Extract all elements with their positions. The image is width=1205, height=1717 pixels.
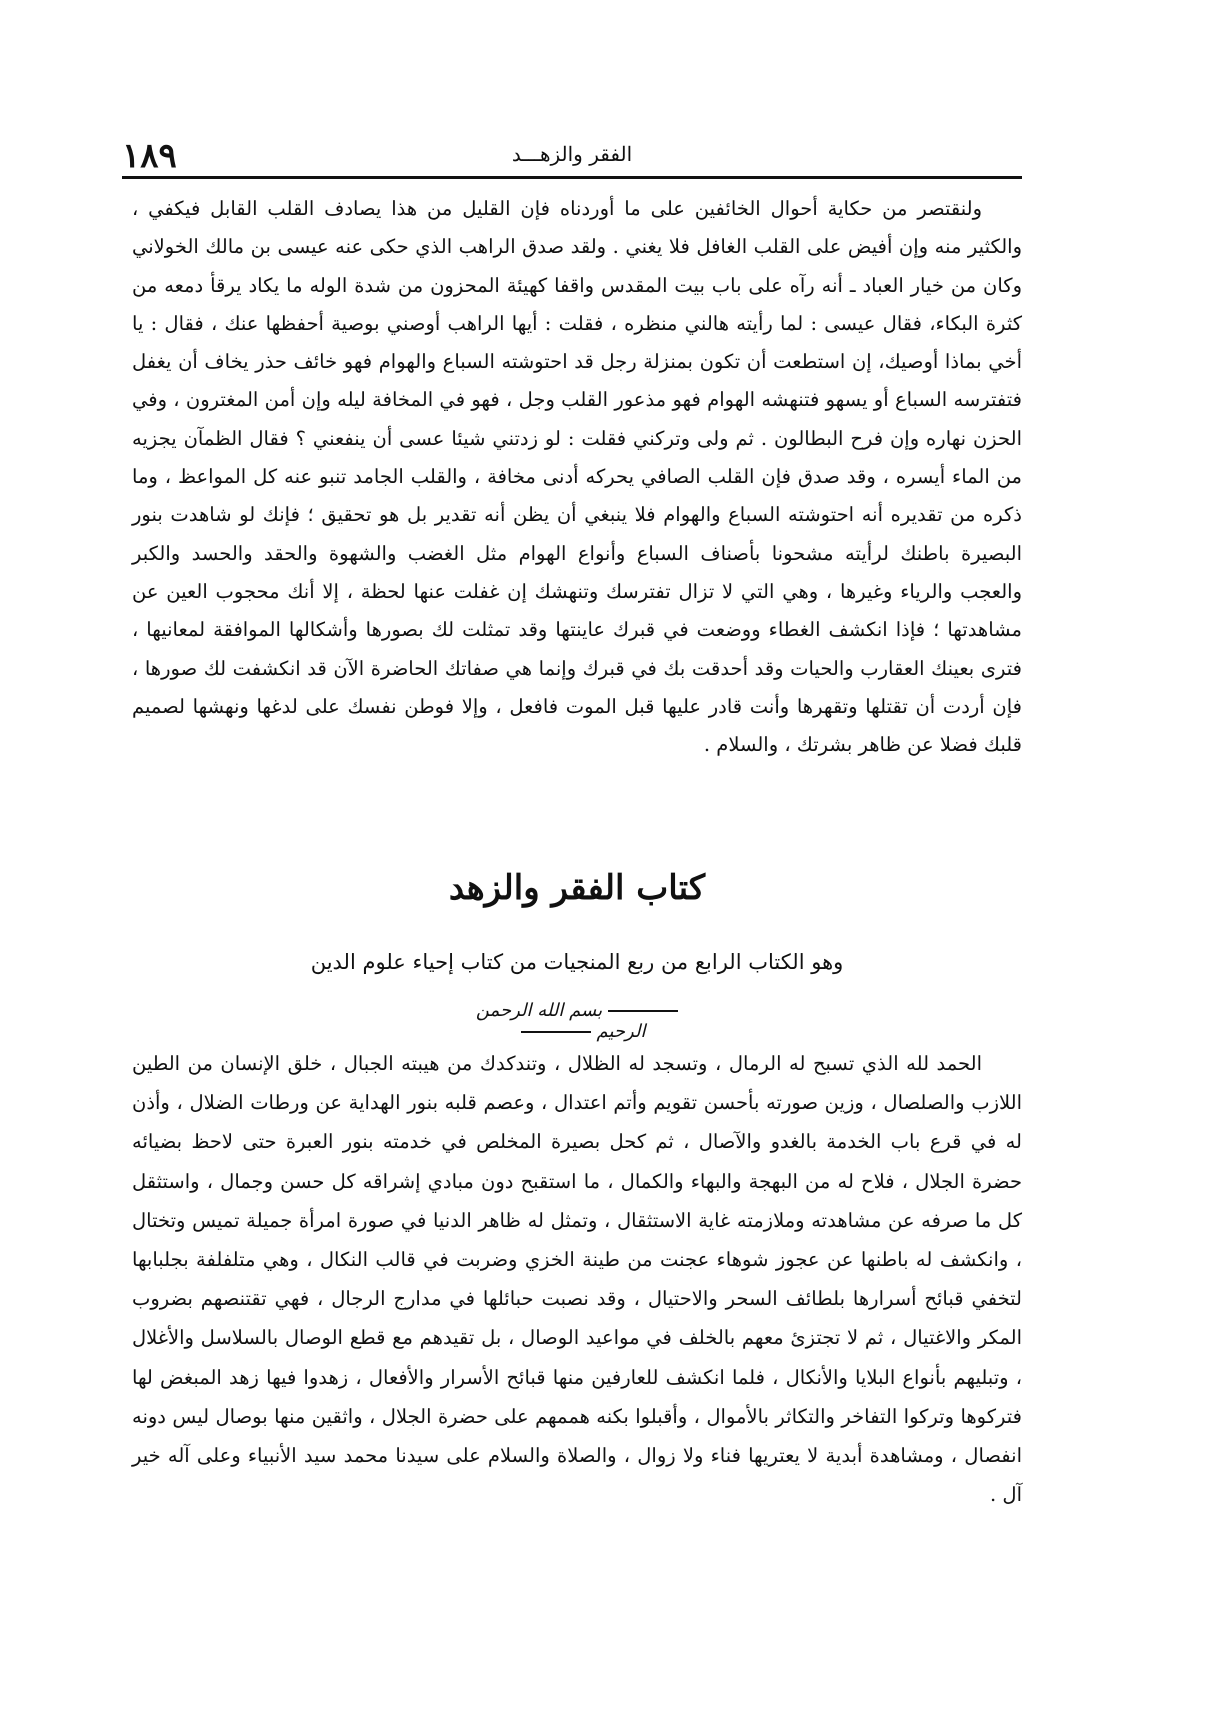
basmala-ornament-left xyxy=(521,1031,591,1033)
running-header xyxy=(122,128,1022,188)
section-2-body xyxy=(132,1044,1022,1514)
basmala-text: بسم الله الرحمن الرحيم xyxy=(475,1000,646,1042)
paragraph-praise: الحمد لله الذي تسبح له الرمال ، وتسجد له الظلال ، وتندكدك من هيبته الجبال ، خلق الإنسان من الطين اللازب والصلصال ، وزين صورته بأحسن تقويم وأتم اعتدال ، وعصم قلبه بنور الهداية عن ورطات الضلال ، وأذن له في قرع باب الخدمة بالغدو والآصال ، ثم كحل بصيرة المخلص في خدمته بنور العبرة حتى لاحظ بضيائه حضرة الجلال ، فلاح له من البهجة والبهاء والكمال ، ما استقبح دون مبادي إشراقه كل حسن وجمال ، واستثقل كل ما صرفه عن مشاهدته وملازمته غاية الاستثقال ، وتمثل له ظاهر الدنيا في صورة امرأة جميلة تميس وتختال ، وانكشف له باطنها عن عجوز شوهاء عجنت من طينة الخزي وضربت في قالب النكال ، وهي متلفلفة بجلبابها لتخفي قبائح أسرارها بلطائف السحر والاحتيال ، وقد نصبت حبائلها في مدارج الرجال ، فهي تقتنصهم بضروب المكر والاغتيال ، ثم لا تجتزئ معهم بالخلف في مواعيد الوصال ، بل تقيدهم مع قطع الوصال بالسلاسل والأغلال ، وتبليهم بأنواع البلايا والأنكال ، فلما انكشف للعارفين منها قبائح الأسرار والأفعال ، زهدوا فيها زهد المبغض لها فتركوها وتركوا التفاخر والتكاثر بالأموال ، وأقبلوا بكنه هممهم على حضرة الجلال ، واثقين منها بوصال ليس دونه انفصال ، ومشاهدة أبدية لا يعتريها فناء ولا زوال ، والصلاة والسلام على سيدنا محمد سيد الأنبياء وعلى آله خير آل . xyxy=(132,1052,1022,1507)
header-rule xyxy=(122,176,1022,179)
basmala-ornament-right xyxy=(608,1010,678,1012)
book-title: كتاب الفقر والزهد xyxy=(448,868,706,908)
basmala xyxy=(450,1000,710,1042)
paragraph-hermit-advice: ولنقتصر من حكاية أحوال الخائفين على ما أوردناه فإن القليل من هذا يصادف القلب القابل فيكفي ، والكثير منه وإن أفيض على القلب الغافل فلا يغني . ولقد صدق الراهب الذي حكى عنه عيسى بن مالك الخولاني وكان من خيار العباد ـ أنه رآه على باب بيت المقدس واقفا كهيئة المحزون من شدة الوله ما يكاد يرقأ دمعه من كثرة البكاء، فقال عيسى : لما رأيته هالني منظره ، فقلت : أيها الراهب أوصني بوصية أحفظها عنك ، فقال : يا أخي بماذا أوصيك، إن استطعت أن تكون بمنزلة رجل قد احتوشته السباع والهوام فهو خائف حذر يخاف أن يغفل فتفترسه السباع أو يسهو فتنهشه الهوام فهو مذعور القلب وجل ، فهو في المخافة ليله وإن أمن المغترون ، وفي الحزن نهاره وإن فرح البطالون . ثم ولى وتركني فقلت : لو زدتني شيئا عسى أن ينفعني ؟ فقال الظمآن يجزيه من الماء أيسره ، وقد صدق فإن القلب الصافي يحركه أدنى مخافة ، والقلب الجامد تنبو عنه كل المواعظ ، وما ذكره من تقديره أنه احتوشته السباع والهوام فلا ينبغي أن يظن أنه تقدير بل هو تحقيق ؛ فإنك لو شاهدت بنور البصيرة باطنك لرأيته مشحونا بأصناف السباع وأنواع الهوام مثل الغضب والشهوة والحقد والحسد والكبر والعجب والرياء وغيرها ، وهي التي لا تزال تفترسك وتنهشك إن غفلت عنها لحظة ، إلا أنك محجوب العين عن مشاهدتها ؛ فإذا انكشف الغطاء ووضعت في قبرك عاينتها وقد تمثلت لك بصورها وأشكالها الموافقة لمعانيها ، فترى بعينك العقارب والحيات وقد أحدقت بك في قبرك وإنما هي صفاتك الحاضرة الآن قد انكشفت لك صورها ، فإن أردت أن تقتلها وتقهرها وأنت قادر عليها قبل الموت فافعل ، وإلا فوطن نفسك على لدغها ونهشها لصميم قلبك فضلا عن ظاهر بشرتك ، والسلام . xyxy=(132,197,1022,757)
page-number: ١٨٩ xyxy=(122,136,177,176)
section-1-body xyxy=(132,190,1022,764)
book-subtitle: وهو الكتاب الرابع من ربع المنجيات من كتاب إحياء علوم الدين xyxy=(310,950,844,974)
running-title: الفقر والزهـــد xyxy=(511,142,633,166)
